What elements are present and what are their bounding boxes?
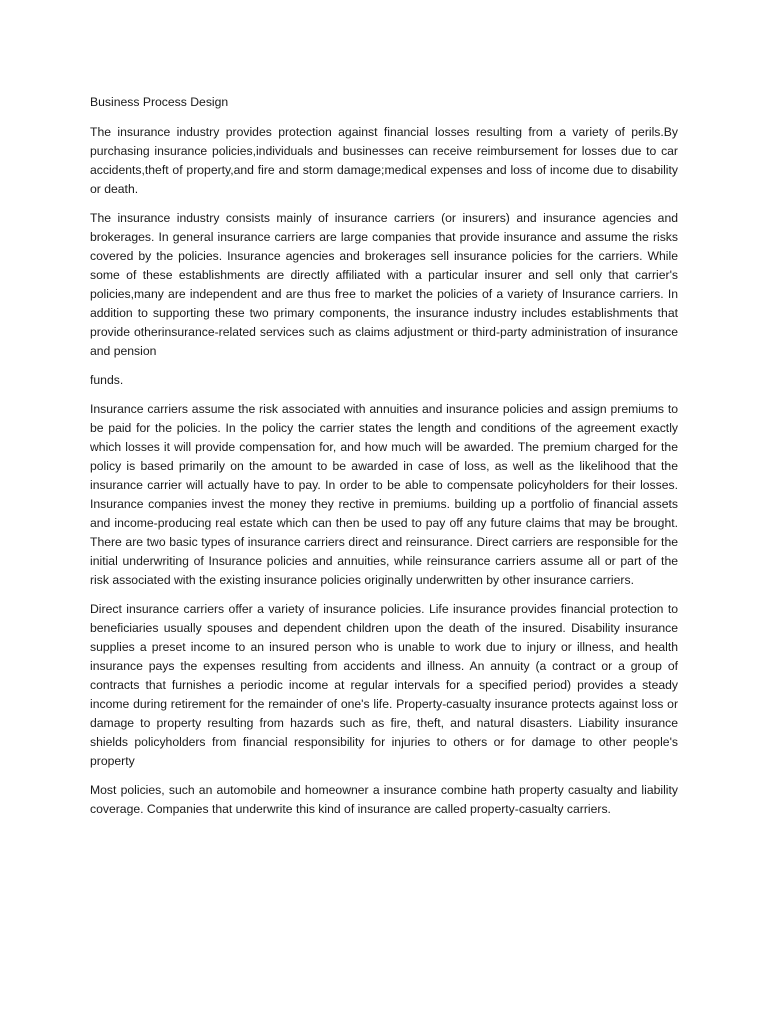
document-page: [90, 93, 678, 829]
document-title: Business Process Design: [90, 95, 229, 109]
paragraph-funds: funds.: [90, 373, 124, 387]
paragraph-industry-composition: The insurance industry consists mainly of insurance carriers (or insurers) and insurance agencies and brokerages. In general insurance carriers are large companies that provide insurance and assume the risks covered by the policies. Insurance agencies and brokerages sell insurance policies for the carriers. While some of these establishments are directly affiliated with a particular insurer and sell only that carrier's policies,many are independent and are thus free to market the policies of a variety of Insurance carriers. In addition to supporting these two primary components, the insurance industry includes establishments that provide otherinsurance-related services such as claims adjustment or third-party administration of insurance and pension: [90, 211, 678, 358]
paragraph-direct-carriers: Direct insurance carriers offer a variety of insurance policies. Life insurance provides financial protection to beneficiaries usually spouses and dependent children upon the death of the insured. Disability insurance supplies a preset income to an insured person who is unable to work due to injury or illness, and health insurance pays the expenses resulting from accidents and illness. An annuity (a contract or a group of contracts that furnishes a periodic income at regular intervals for a specified period) provides a steady income during retirement for the remainder of one's life. Property-casualty insurance protects against loss or damage to property resulting from hazards such as fire, theft, and natural disasters. Liability insurance shields policyholders from financial responsibility for injuries to others or for damage to other people's property: [90, 602, 678, 768]
paragraph-insurance-carriers: Insurance carriers assume the risk associated with annuities and insurance policies and assign premiums to be paid for the policies. In the policy the carrier states the length and conditions of the agreement exactly which losses it will provide compensation for, and how much will be awarded. The premium charged for the policy is based primarily on the amount to be awarded in case of loss, as well as the likelihood that the insurance carrier will actually have to pay. In order to be able to compensate policyholders for their losses. Insurance companies invest the money they rective in premiums. building up a portfolio of financial assets and income-producing real estate which can then be used to pay off any future claims that may be brought. There are two basic types of insurance carriers direct and reinsurance. Direct carriers are responsible for the initial underwriting of Insurance policies and annuities, while reinsurance carriers assume all or part of the risk associated with the existing insurance policies originally underwritten by other insurance carriers.: [90, 402, 678, 587]
paragraph-property-casualty: Most policies, such an automobile and homeowner a insurance combine hath property casualty and liability coverage. Companies that underwrite this kind of insurance are called property-casualty carriers.: [90, 783, 678, 816]
paragraph-intro: The insurance industry provides protection against financial losses resulting from a variety of perils.By purchasing insurance policies,individuals and businesses can receive reimbursement for losses due to car accidents,theft of property,and fire and storm damage;medical expenses and loss of income due to disability or death.: [90, 125, 678, 196]
